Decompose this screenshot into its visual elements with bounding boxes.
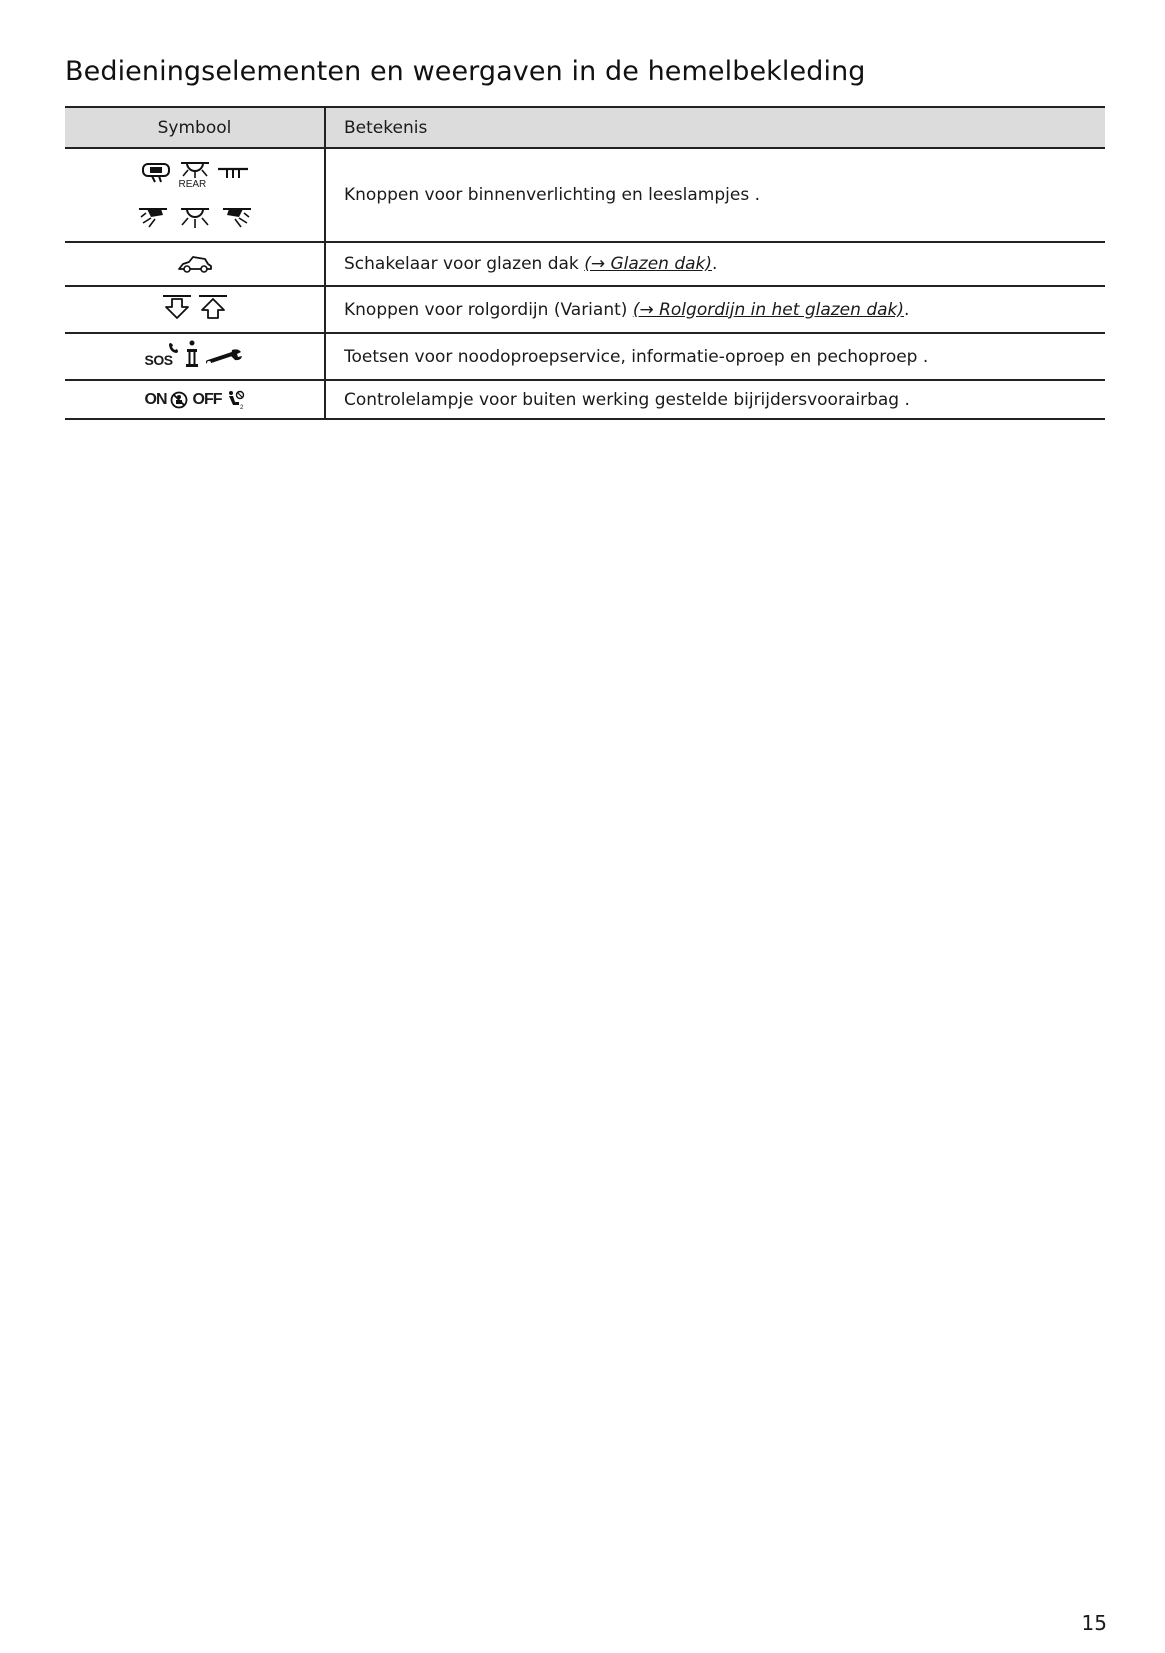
right-reading-lamp-icon [221, 207, 253, 229]
sunblind-close-icon [162, 294, 192, 320]
interior-light-toggle-icon [141, 161, 173, 183]
meaning-suffix: . [904, 299, 910, 320]
meaning-cell [325, 380, 1105, 419]
svg-text:2: 2 [239, 405, 243, 410]
breakdown-wrench-icon [205, 346, 245, 368]
table-row [65, 148, 1105, 242]
page-number: 15 [1081, 1611, 1107, 1635]
symbol-cell [65, 148, 325, 242]
passenger-airbag-icon [225, 390, 245, 410]
meaning-cell [325, 333, 1105, 380]
airbag-on-icon [170, 391, 188, 409]
airbag-on-label: ON [144, 391, 167, 408]
glass-roof-link[interactable]: (→ Glazen dak) [584, 254, 713, 274]
table-row [65, 242, 1105, 286]
controls-table [65, 106, 1105, 420]
rear-label: REAR [178, 179, 207, 190]
meaning-text: Knoppen voor binnenverlichting en leeslampjes . [344, 185, 761, 205]
rear-interior-light-icon [179, 161, 211, 191]
table-row [65, 333, 1105, 380]
sos-label: SOS [144, 352, 173, 368]
symbol-cell [65, 333, 325, 380]
glass-roof-switch-icon [177, 254, 213, 274]
airbag-off-label: OFF [192, 391, 222, 408]
header-symbol: Symbool [65, 107, 325, 148]
meaning-cell [325, 148, 1105, 242]
symbol-cell [65, 380, 325, 419]
meaning-text: Knoppen voor rolgordijn (Variant) [344, 299, 633, 320]
sunblind-open-icon [198, 294, 228, 320]
interior-light-icon [179, 207, 211, 229]
ceiling-light-off-icon [217, 167, 249, 181]
meaning-text: Toetsen voor noodoproepservice, informatie-oproep en pechoproep . [344, 346, 929, 367]
meaning-text: Schakelaar voor glazen dak [344, 254, 585, 274]
meaning-cell [325, 286, 1105, 333]
meaning-cell [325, 242, 1105, 286]
table-row [65, 380, 1105, 419]
symbol-cell [65, 286, 325, 333]
info-call-icon [185, 340, 199, 368]
table-header-row [65, 107, 1105, 148]
sunblind-link[interactable]: (→ Rolgordijn in het glazen dak) [632, 299, 905, 320]
left-reading-lamp-icon [137, 207, 169, 229]
page-title: Bedieningselementen en weergaven in de hemelbekleding [65, 56, 866, 87]
meaning-text: Controlelampje voor buiten werking gestelde bijrijdersvoorairbag . [344, 389, 910, 410]
sos-call-icon [145, 342, 179, 368]
symbol-cell [65, 242, 325, 286]
header-meaning: Betekenis [325, 107, 1105, 148]
table-row [65, 286, 1105, 333]
meaning-suffix: . [712, 254, 718, 274]
